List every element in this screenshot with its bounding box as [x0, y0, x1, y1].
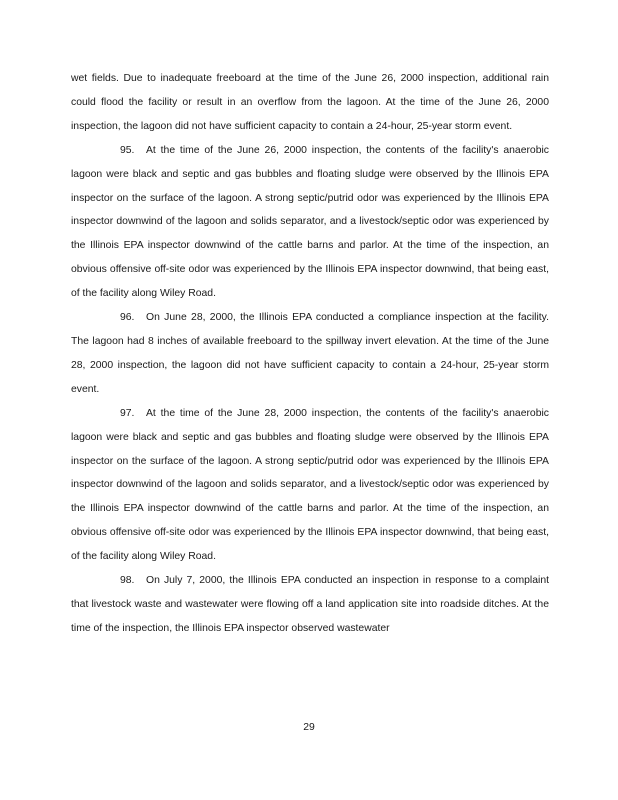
paragraph-number: 97.	[120, 407, 135, 419]
page-number: 29	[303, 722, 315, 733]
paragraph-number: 98.	[120, 575, 135, 587]
paragraph-96	[71, 306, 549, 402]
paragraph-text: On July 7, 2000, the Illinois EPA conducted an inspection in response to a complaint that livestock waste and wastewater were flowing off a land application site into roadside ditches. At the time of the inspection, the Illinois EPA inspector observed wastewater	[71, 575, 549, 634]
paragraph-text: On June 28, 2000, the Illinois EPA conducted a compliance inspection at the facility. The lagoon had 8 inches of available freeboard to the spillway invert elevation. At the time of the June 28, 2000 inspection, the lagoon did not have sufficient capacity to contain a 24-hour, 25-year storm event.	[71, 312, 549, 395]
body-text	[71, 67, 549, 641]
paragraph-number: 96.	[120, 312, 135, 324]
paragraph-97	[71, 402, 549, 569]
paragraph-text: At the time of the June 28, 2000 inspection, the contents of the facility's anaerobic lagoon were black and septic and gas bubbles and floating sludge were observed by the Illinois EPA inspector on the surface of the lagoon. A strong septic/putrid odor was experienced by the Illinois EPA inspector downwind of the lagoon and solids separator, and a livestock/septic odor was experienced by the Illinois EPA inspector downwind of the cattle barns and parlor. At the time of the inspection, an obvious offensive off-site odor was experienced by the Illinois EPA inspector downwind, that being east, of the facility along Wiley Road.	[71, 407, 549, 563]
paragraph-text: wet fields. Due to inadequate freeboard at the time of the June 26, 2000 inspection, additional rain could flood the facility or result in an overflow from the lagoon. At the time of the June 26, 2000 inspection, the lagoon did not have sufficient capacity to contain a 24-hour, 25-year storm event.	[71, 73, 549, 132]
paragraph-number: 95.	[120, 144, 135, 156]
paragraph-continued	[71, 67, 549, 139]
paragraph-95	[71, 139, 549, 306]
paragraph-text: At the time of the June 26, 2000 inspection, the contents of the facility's anaerobic lagoon were black and septic and gas bubbles and floating sludge were observed by the Illinois EPA inspector on the surface of the lagoon. A strong septic/putrid odor was experienced by the Illinois EPA inspector downwind of the lagoon and solids separator, and a livestock/septic odor was experienced by the Illinois EPA inspector downwind of the cattle barns and parlor. At the time of the inspection, an obvious offensive off-site odor was experienced by the Illinois EPA inspector downwind, that being east, of the facility along Wiley Road.	[71, 144, 549, 300]
paragraph-98	[71, 569, 549, 641]
